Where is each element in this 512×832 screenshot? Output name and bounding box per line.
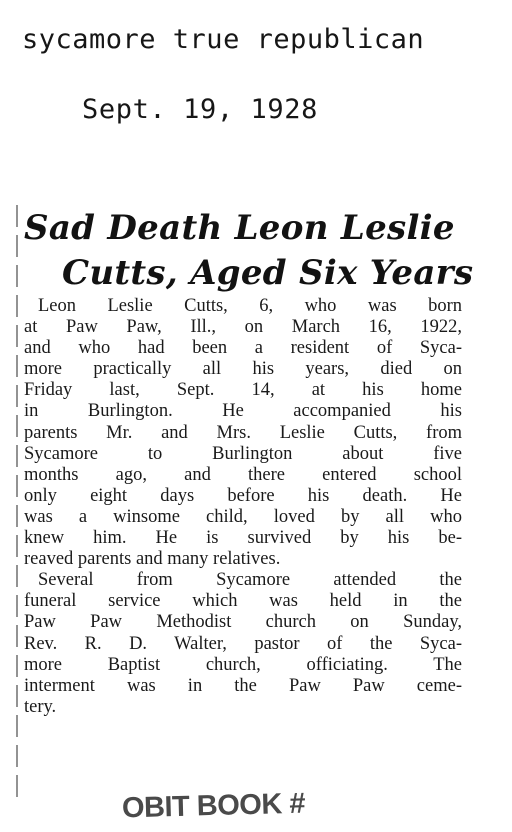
article-line: interment was in the Paw Paw ceme- [24,675,462,696]
article-line: Leon Leslie Cutts, 6, who was born [38,296,462,316]
article-line: at Paw Paw, Ill., on March 16, 1922, [24,317,462,338]
column-rule [16,205,18,805]
article-line: Friday last, Sept. 14, at his home [24,380,462,401]
article-line: Paw Paw Methodist church on Sunday, [24,612,462,633]
article-line: reaved parents and many relatives. [24,549,281,570]
newspaper-name: sycamore true republican [22,24,425,55]
headline-line-1: Sad Death Leon Leslie [24,208,455,248]
article-line: knew him. He is survived by his be- [24,528,462,549]
publication-date: Sept. 19, 1928 [82,94,318,125]
article-line: in Burlington. He accompanied his [24,401,462,422]
obit-book-stamp: OBIT BOOK # [121,787,306,825]
article-line: parents Mr. and Mrs. Leslie Cutts, from [24,422,462,443]
article-line: Rev. R. D. Walter, pastor of the Syca- [24,633,462,654]
article-line: months ago, and there entered school [24,464,462,485]
article-line: Several from Sycamore attended the [38,570,462,591]
article-line: only eight days before his death. He [24,485,462,506]
headline-line-2: Cutts, Aged Six Years [62,253,474,293]
article-line: Sycamore to Burlington about five [24,443,462,464]
article-line: funeral service which was held in the [24,591,462,612]
article-line: more practically all his years, died on [24,359,462,380]
article-body [24,296,462,718]
article-line: was a winsome child, loved by all who [24,506,462,527]
article-line: and who had been a resident of Syca- [24,338,462,359]
article-line: tery. [24,696,57,717]
article-line: more Baptist church, officiating. The [24,654,462,675]
